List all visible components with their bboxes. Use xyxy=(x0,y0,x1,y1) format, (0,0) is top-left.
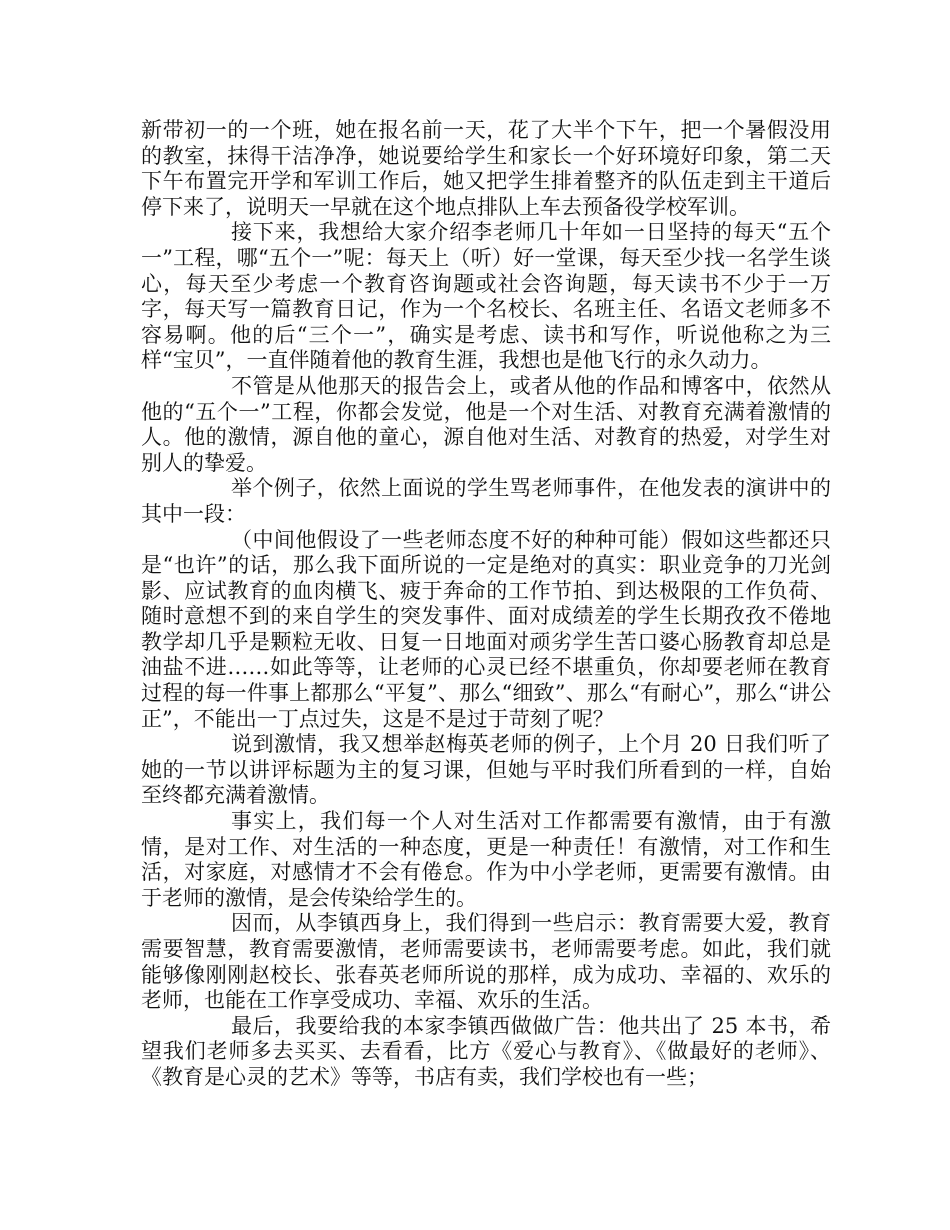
paragraph-4: 举个例子，依然上面说的学生骂老师事件，在他发表的演讲中的其中一段： xyxy=(141,476,831,526)
paragraph-3: 不管是从他那天的报告会上，或者从他的作品和博客中，依然从他的“五个一”工程，你都会发觉，他是一个对生活、对教育充满着激情的人。他的激情，源自他的童心，源自他对生活、对教育的热爱，对学生对别人的挚爱。 xyxy=(141,373,831,475)
paragraph-2: 接下来，我想给大家介绍李老师几十年如一日坚持的每天“五个一”工程，哪“五个一”呢：每天上（听）好一堂课，每天至少找一名学生谈心，每天至少考虑一个教育咨询题或社会咨询题，每天读书不少于一万字，每天写一篇教育日记，作为一个名校长、名班主任、名语文老师多不容易啊。他的后“三个一”，确实是考虑、读书和写作，听说他称之为三样“宝贝”，一直伴随着他的教育生涯，我想也是他飞行的永久动力。 xyxy=(141,220,831,373)
paragraph-6: 说到激情，我又想举赵梅英老师的例子，上个月 20 日我们听了她的一节以讲评标题为主的复习课，但她与平时我们所看到的一样，自始至终都充满着激情。 xyxy=(141,732,831,808)
paragraph-9: 最后，我要给我的本家李镇西做做广告：他共出了 25 本书，希望我们老师多去买买、去看看，比方《爱心与教育》、《做最好的老师》、《教育是心灵的艺术》等等，书店有卖，我们学校也有一些； xyxy=(141,1013,831,1089)
quoted-paragraph: （中间他假设了一些老师态度不好的种种可能）假如这些都还只是“也许”的话，那么我下面所说的一定是绝对的真实：职业竞争的刀光剑影、应试教育的血肉横飞、疲于奔命的工作节拍、到达极限的工作负荷、随时意想不到的来自学生的突发事件、面对成绩差的学生长期孜孜不倦地教学却几乎是颗粒无收、日复一日地面对顽劣学生苦口婆心肠教育却总是油盐不进……如此等等，让老师的心灵已经不堪重负，你却要老师在教育过程的每一件事上都那么“平复”、那么“细致”、那么“有耐心”，那么“讲公正”，不能出一丁点过失，这是不是过于苛刻了呢？ xyxy=(141,527,831,731)
paragraph-1: 新带初一的一个班，她在报名前一天，花了大半个下午，把一个暑假没用的教室，抹得干洁净净，她说要给学生和家长一个好环境好印象，第二天下午布置完开学和军训工作后，她又把学生排着整齐的队伍走到主干道后停下来了，说明天一早就在这个地点排队上车去预备役学校军训。 xyxy=(141,118,831,219)
paragraph-8: 因而，从李镇西身上，我们得到一些启示：教育需要大爱，教育需要智慧，教育需要激情，老师需要读书，老师需要考虑。如此，我们就能够像刚刚赵校长、张春英老师所说的那样，成为成功、幸福的、欢乐的老师，也能在工作享受成功、幸福、欢乐的生活。 xyxy=(141,911,831,1013)
document-body xyxy=(141,118,831,1091)
paragraph-7: 事实上，我们每一个人对生活对工作都需要有激情，由于有激情，是对工作、对生活的一种态度，更是一种责任！有激情，对工作和生活，对家庭，对感情才不会有倦怠。作为中小学老师，更需要有激情。由于老师的激情，是会传染给学生的。 xyxy=(141,809,831,910)
